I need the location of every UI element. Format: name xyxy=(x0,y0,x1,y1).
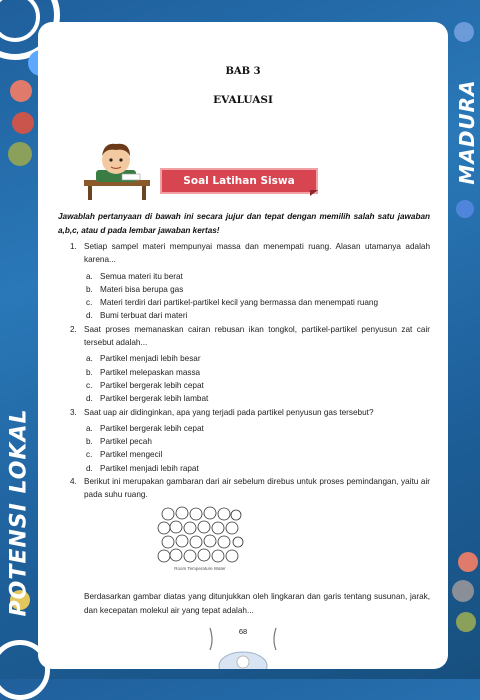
decor-circle xyxy=(452,580,474,602)
option-text: Materi terdiri dari partikel-partikel kecil yang bermassa dan menempati ruang xyxy=(100,298,379,308)
question-item xyxy=(58,406,430,419)
question-text: Setiap sampel materi mempunyai massa dan menempati ruang. Alasan utamanya adalah karena... xyxy=(84,242,430,265)
answer-option xyxy=(58,379,430,392)
option-letter: b. xyxy=(86,437,93,447)
question-item xyxy=(58,475,430,502)
option-letter: b. xyxy=(86,284,93,294)
decor-circle xyxy=(456,612,476,632)
instruction-text: Jawablah pertanyaan di bawah ini secara jujur dan tepat dengan memilih salah satu jawaban a,b,c, atau d pada lembar jawaban kertas! xyxy=(58,212,430,235)
answer-option xyxy=(58,448,430,461)
answer-option xyxy=(58,296,430,309)
side-label-left xyxy=(4,400,36,630)
question-number: 4. xyxy=(70,477,77,487)
question-number: 3. xyxy=(70,407,77,417)
option-text: Partikel pecah xyxy=(100,437,152,447)
option-letter: b. xyxy=(86,367,93,377)
option-text: Semua materi itu berat xyxy=(100,271,183,281)
question-item xyxy=(58,323,430,350)
document-page xyxy=(38,22,448,669)
answer-option xyxy=(58,392,430,405)
banner-fold xyxy=(310,190,318,196)
student-illustration xyxy=(82,140,152,202)
option-text: Partikel menjadi lebih besar xyxy=(100,354,201,364)
decor-circle xyxy=(10,80,32,102)
option-letter: d. xyxy=(86,311,93,321)
option-text: Partikel mengecil xyxy=(100,450,163,460)
madura-label: MADURA xyxy=(455,79,479,185)
answer-option xyxy=(58,366,430,379)
question-number: 1. xyxy=(70,242,77,251)
option-letter: c. xyxy=(86,298,93,308)
answer-option xyxy=(58,283,430,296)
option-text: Partikel menjadi lebih rapat xyxy=(100,463,199,473)
question-list xyxy=(58,240,430,502)
answer-option xyxy=(58,435,430,448)
decor-circle xyxy=(458,552,478,572)
water-molecules-figure xyxy=(156,504,246,570)
option-letter: c. xyxy=(86,450,93,460)
option-letter: a. xyxy=(86,423,93,433)
option-letter: a. xyxy=(86,354,93,364)
answer-option xyxy=(58,309,430,322)
question-item xyxy=(58,240,430,267)
page-number: 68 xyxy=(238,627,248,636)
chapter-heading: BAB 3 xyxy=(225,66,261,77)
option-text: Bumi terbuat dari materi xyxy=(100,311,188,321)
decor-circle xyxy=(12,112,34,134)
question-text: Saat proses memanaskan cairan rebusan ikan tongkol, partikel-partikel penyusun zat cair tersebut adalah... xyxy=(84,324,430,348)
option-text: Materi bisa berupa gas xyxy=(100,284,184,294)
option-text: Partikel bergerak lebih cepat xyxy=(100,423,204,433)
question-number: 2. xyxy=(70,324,77,334)
question-text: Berikut ini merupakan gambaran dari air sebelum direbus untuk proses pemindangan, yaitu air pada suhu ruang. xyxy=(84,477,430,500)
decor-circle xyxy=(456,200,474,218)
potensi-lokal-label: POTENSI LOKAL xyxy=(6,408,32,617)
decor-circle xyxy=(454,22,474,42)
answer-option xyxy=(58,270,430,283)
decor-circle xyxy=(8,142,32,166)
option-text: Partikel bergerak lebih lambat xyxy=(100,394,209,404)
side-label-right xyxy=(452,70,478,200)
question-text: Saat uap air didinginkan, apa yang terjadi pada partikel penyusun gas tersebut? xyxy=(84,407,374,417)
answer-option xyxy=(58,422,430,435)
option-letter: d. xyxy=(86,394,93,404)
answer-option xyxy=(58,462,430,475)
answer-option xyxy=(58,352,430,365)
exercise-banner: Soal Latihan Siswa xyxy=(160,168,318,194)
option-text: Partikel melepaskan massa xyxy=(100,367,201,377)
option-letter: c. xyxy=(86,380,93,390)
question-followup-text: Berdasarkan gambar diatas yang ditunjukkan oleh lingkaran dan garis tentang susunan, jarak, dan kecepatan molekul air yang tepat adalah... xyxy=(84,592,430,615)
option-text: Partikel bergerak lebih cepat xyxy=(100,380,204,390)
figure-caption: Room Temperature Water xyxy=(174,566,226,571)
option-letter: d. xyxy=(86,463,93,473)
page-title: EVALUASI xyxy=(213,94,273,106)
option-letter: a. xyxy=(86,271,93,281)
